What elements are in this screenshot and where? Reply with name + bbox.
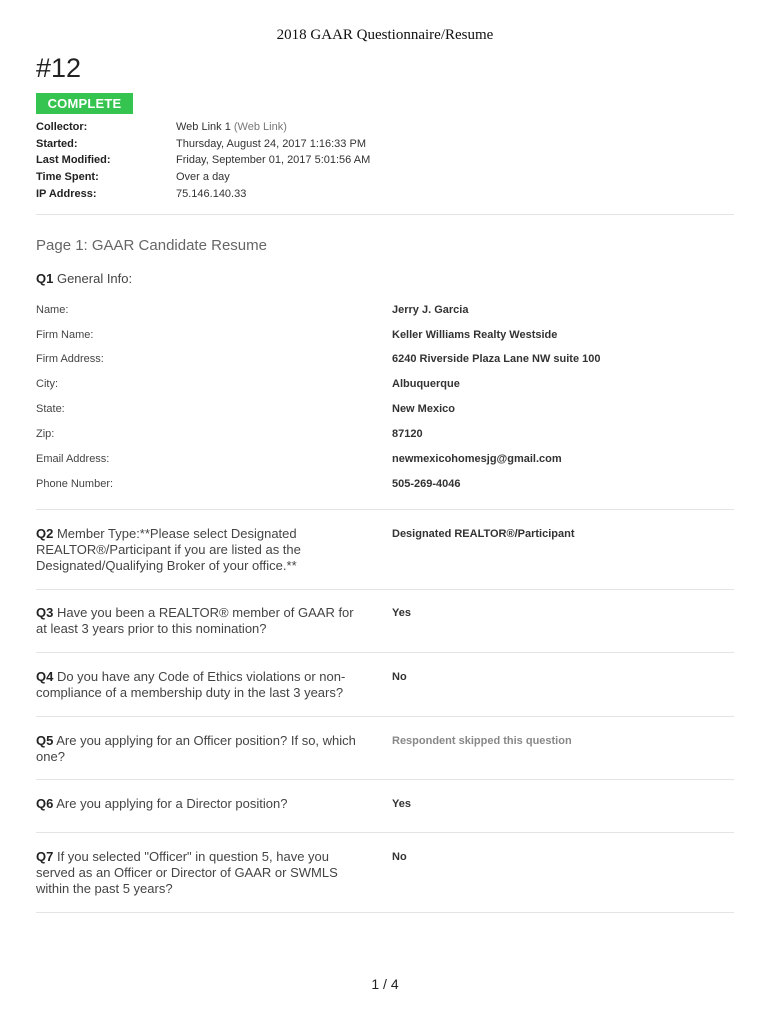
field-value-zip: 87120 [392,428,423,440]
divider [36,779,734,780]
page-heading: Page 1: GAAR Candidate Resume [36,237,267,254]
meta-label: Started: [36,138,78,150]
question-title-q4 [36,669,345,701]
question-number: Q3 [36,605,54,620]
document-title: 2018 GAAR Questionnaire/Resume [276,27,494,43]
collector-type: (Web Link) [230,121,287,133]
answer-q2: Designated REALTOR®/Participant [392,528,575,540]
field-label-firm-name: Firm Name: [36,329,94,341]
field-value-email: newmexicohomesjg@gmail.com [392,453,562,465]
meta-value: 75.146.140.33 [176,188,247,200]
meta-label: Last Modified: [36,154,111,166]
response-number: #12 [36,53,82,83]
answer-q7: No [392,851,407,863]
divider [36,716,734,717]
meta-label: Collector: [36,121,88,133]
question-title-q7 [36,849,338,897]
question-text: compliance of a membership duty in the last 3 years? [36,685,344,700]
page-number: 1 / 4 [371,976,399,992]
field-label-email: Email Address: [36,453,110,465]
meta-label: IP Address: [36,188,97,200]
answer-q4: No [392,671,407,683]
divider [36,214,734,215]
question-text: Are you applying for an Officer position? If so, which [53,733,356,748]
question-number: Q2 [36,526,54,541]
field-value-firm-address: 6240 Riverside Plaza Lane NW suite 100 [392,353,601,365]
meta-value: Over a day [176,171,230,183]
question-text: Have you been a REALTOR® member of GAAR for [53,605,354,620]
collector-value: Web Link 1 [176,121,231,133]
question-title-q2 [36,526,301,574]
status-badge: COMPLETE [36,93,133,114]
meta-value [176,120,287,135]
question-text: REALTOR®/Participant if you are listed as the [36,542,301,557]
divider [36,912,734,913]
question-title-q6 [36,796,287,812]
question-title-q5 [36,733,356,765]
field-label-phone: Phone Number: [36,478,114,490]
question-number: Q6 [36,796,54,811]
question-text: Member Type:**Please select Designated [53,526,297,541]
field-value-city: Albuquerque [392,378,460,390]
question-title-q1 [36,271,132,287]
question-text: Are you applying for a Director position? [53,796,288,811]
field-label-zip: Zip: [36,428,55,440]
divider [36,589,734,590]
field-value-firm-name: Keller Williams Realty Westside [392,329,558,341]
field-label-firm-address: Firm Address: [36,353,104,365]
question-title-q3 [36,605,354,637]
field-value-name: Jerry J. Garcia [392,304,469,316]
field-value-phone: 505-269-4046 [392,478,461,490]
question-text: General Info: [53,271,133,286]
divider [36,652,734,653]
meta-value: Friday, September 01, 2017 5:01:56 AM [176,154,371,166]
field-value-state: New Mexico [392,403,455,415]
question-text: one? [36,749,65,764]
field-label-state: State: [36,403,65,415]
divider [36,509,734,510]
question-text: served as an Officer or Director of GAAR or SWMLS [36,865,338,880]
answer-q5: Respondent skipped this question [392,735,572,747]
question-text: Do you have any Code of Ethics violations or non- [53,669,346,684]
question-number: Q4 [36,669,54,684]
question-number: Q7 [36,849,54,864]
answer-q3: Yes [392,607,411,619]
question-number: Q1 [36,271,54,286]
question-text: If you selected "Officer" in question 5, have you [53,849,329,864]
field-label-name: Name: [36,304,69,316]
meta-label: Time Spent: [36,171,99,183]
answer-q6: Yes [392,798,411,810]
meta-value: Thursday, August 24, 2017 1:16:33 PM [176,138,366,150]
question-text: Designated/Qualifying Broker of your office.** [36,558,297,573]
question-text: within the past 5 years? [36,881,173,896]
divider [36,832,734,833]
field-label-city: City: [36,378,58,390]
question-text: at least 3 years prior to this nomination? [36,621,267,636]
question-number: Q5 [36,733,54,748]
